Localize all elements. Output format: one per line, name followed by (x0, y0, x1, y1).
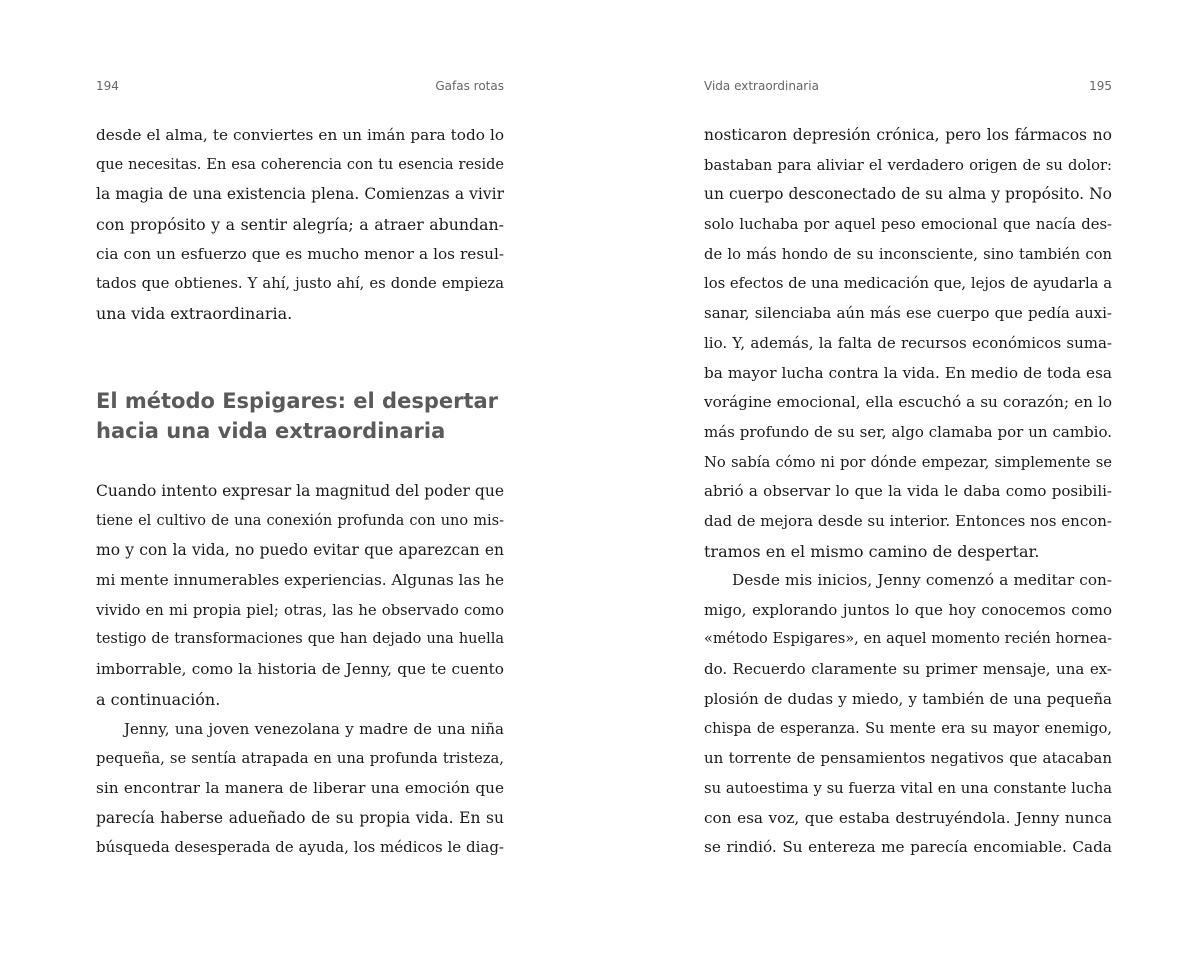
text-line: imborrable, como la historia de Jenny, que te cuento (96, 660, 504, 679)
left-body-paragraph-2 (96, 715, 504, 863)
text-line: un torrente de pensamientos negativos que atacaban (704, 749, 1112, 768)
text-line: No sabía cómo ni por dónde empezar, simplemente se (704, 453, 1112, 471)
left-running-head (96, 77, 504, 95)
text-line: con esa voz, que estaba destruyéndola. Jenny nunca (704, 808, 1112, 827)
text-line: una vida extraordinaria. (96, 304, 293, 324)
left-page-number: 194 (96, 79, 119, 93)
text-line: cia con un esfuerzo que es mucho menor a los resul- (96, 244, 504, 263)
left-running-title: Gafas rotas (435, 79, 504, 93)
text-line: un cuerpo desconectado de su alma y propósito. No (704, 185, 1112, 204)
text-line: lio. Y, además, la falta de recursos económicos suma- (704, 333, 1112, 352)
text-line: plosión de dudas y miedo, y también de una pequeña (704, 689, 1112, 708)
text-line: vorágine emocional, ella escuchó a su corazón; en lo (704, 393, 1112, 412)
right-running-head (704, 77, 1112, 95)
text-line: sanar, silenciaba aún más ese cuerpo que pedía auxi- (704, 304, 1112, 323)
text-line: tiene el cultivo de una conexión profunda con uno mis- (96, 512, 504, 529)
text-line: con propósito y a sentir alegría; a atraer abundan- (96, 215, 504, 235)
heading-line: El método Espigares: el despertar (96, 389, 499, 413)
right-paragraph-1 (704, 121, 1112, 566)
text-line: su autoestima y su fuerza vital en una constante lucha (704, 779, 1112, 797)
text-line: a continuación. (96, 689, 221, 709)
text-line: más profundo de su ser, algo clamaba por un cambio. (704, 422, 1112, 441)
section-heading (96, 386, 504, 446)
text-line: nosticaron depresión crónica, pero los fármacos no (704, 126, 1112, 144)
text-line: do. Recuerdo claramente su primer mensaje, una ex- (704, 660, 1112, 679)
text-line: abrió a observar lo que la vida le daba como posibili- (704, 482, 1112, 501)
text-line: mo y con la vida, no puedo evitar que aparezcan en (96, 541, 504, 560)
heading-line: hacia una vida extraordinaria (96, 419, 446, 443)
text-line: de lo más hondo de su inconsciente, sino también con (704, 245, 1112, 263)
right-running-title: Vida extraordinaria (704, 79, 819, 93)
text-line: sin encontrar la manera de liberar una emoción que (96, 778, 504, 797)
text-line: Desde mis inicios, Jenny comenzó a meditar con- (732, 571, 1112, 590)
text-line: testigo de transformaciones que han dejado una huella (96, 631, 504, 648)
text-line: búsqueda desesperada de ayuda, los médicos le diag- (96, 838, 504, 857)
text-line: migo, explorando juntos lo que hoy conocemos como (704, 600, 1112, 619)
text-line: la magia de una existencia plena. Comienzas a vivir (96, 185, 504, 204)
text-line: «método Espigares», en aquel momento recién hornea- (704, 631, 1112, 648)
text-line: solo luchaba por aquel peso emocional que nacía des- (704, 216, 1112, 234)
text-line: dad de mejora desde su interior. Entonces nos encon- (704, 511, 1112, 530)
right-paragraph-2 (704, 566, 1112, 863)
text-line: vivido en mi propia piel; otras, las he observado como (96, 601, 504, 619)
text-line: pequeña, se sentía atrapada en una profunda tristeza, (96, 750, 504, 768)
text-line: Cuando intento expresar la magnitud del poder que (96, 482, 504, 500)
text-line: Jenny, una joven venezolana y madre de una niña (124, 719, 504, 738)
text-line: desde el alma, te conviertes en un imán para todo lo (96, 126, 504, 144)
text-line: ba mayor lucha contra la vida. En medio de toda esa (704, 363, 1112, 382)
text-line: mi mente innumerables experiencias. Algunas las he (96, 571, 505, 590)
text-line: tados que obtienes. Y ahí, justo ahí, es donde empieza (96, 275, 504, 293)
left-body-paragraph-1 (96, 477, 504, 715)
text-line: tramos en el mismo camino de despertar. (704, 541, 1040, 561)
right-page-number: 195 (1089, 79, 1112, 93)
text-line: chispa de esperanza. Su mente era su mayor enemigo, (704, 720, 1112, 737)
text-line: los efectos de una medicación que, lejos de ayudarla a (704, 275, 1112, 293)
text-line: se rindió. Su entereza me parecía encomiable. Cada (704, 838, 1112, 857)
text-line: que necesitas. En esa coherencia con tu esencia reside (96, 156, 504, 173)
text-line: bastaban para aliviar el verdadero origen de su dolor: (704, 156, 1112, 174)
left-top-paragraph (96, 121, 504, 329)
text-line: parecía haberse adueñado de su propia vida. En su (96, 808, 504, 827)
